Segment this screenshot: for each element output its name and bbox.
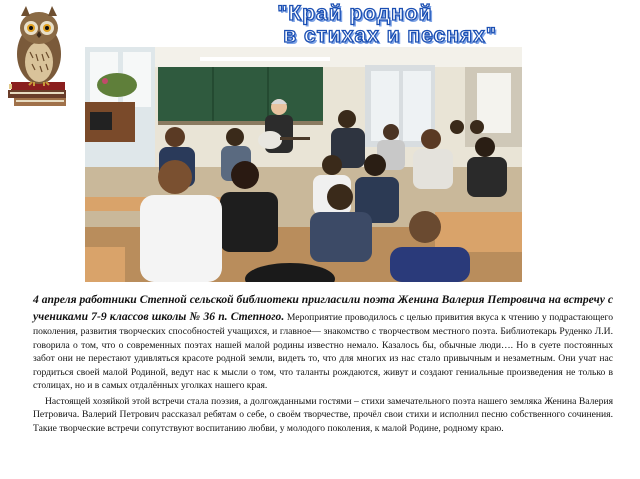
article-body-1: Мероприятие проводилось с целью привития вкуса к чтению у подрастающего поколения, развития творческих способностей учащихся, и главное— знакомство с творчеством местного поэта. Библиотекарь Руденко Л.И. говорила о том, что о современных поэтах нашей малой родины известно немало. Казалось бы, обычные люди…. Но в суете постоянных забот они не перестают удивляться красоте родной земли, видеть то, что для многих из нас стало привычным и незаметным. Они учат нас гордиться своей малой Родиной, ведут нас к мысли о том, что таланты рождаются, живут и создают гениальные произведения не только в столицах, но и в самых отдалённых уголках нашего края.	[33, 312, 613, 391]
classroom-photo	[85, 47, 522, 282]
article-lead: 4 апреля работники Степной сельской библиотеки пригласили поэта Женина Валерия Петровича на встречу с учениками 7-9 классов школы № 36 п. Степного.	[33, 293, 613, 323]
page-title-line2: в стихах и песнях"	[283, 24, 497, 47]
article-text	[33, 291, 613, 435]
page-title-line1: "Край родной	[277, 2, 433, 25]
article-body-2: Настоящей хозяйкой этой встречи стала поэзия, а долгожданными гостями – стихи замечательного поэта нашего земляка Женина Валерия Петровича. Валерий Петрович рассказал ребятам о себе, о своём творчестве, прочёл свои стихи и исполнил песню собственного сочинения. Такие творческие встречи сопутствуют воспитанию любви, у молодого поколения, к малой Родине, родному краю.	[33, 395, 613, 434]
owl-on-books-icon	[6, 4, 70, 112]
